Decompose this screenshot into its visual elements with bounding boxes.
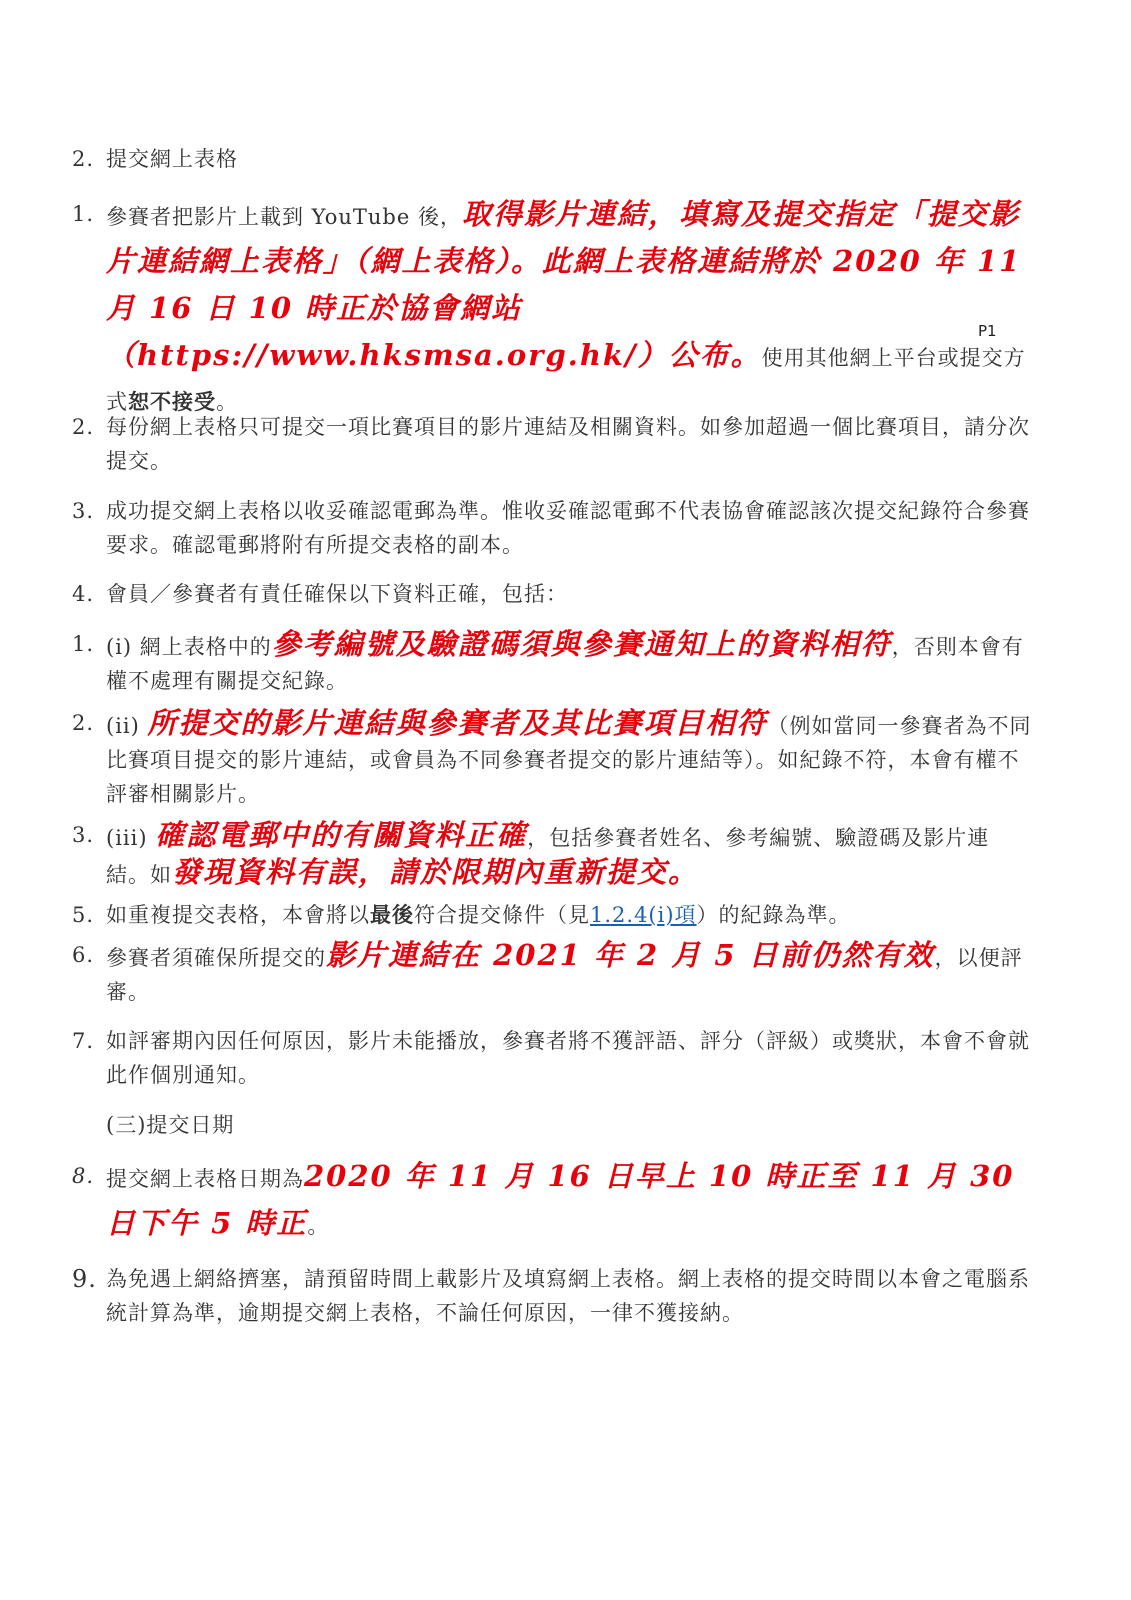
highlight-text: 所提交的影片連結與參賽者及其比賽項目相符 [147, 706, 768, 740]
item-number: 4. [72, 582, 95, 606]
section-reference-link[interactable]: 1.2.4(i)項 [590, 903, 697, 927]
item-number: 3. [72, 499, 95, 523]
list-item-1 [72, 192, 1032, 424]
item-text-tail: 使用其他網上平台或提交方式 [106, 346, 1026, 414]
item-number: 7. [72, 1029, 95, 1053]
bold-text: 恕不接受 [128, 389, 216, 414]
bold-text: 最後 [370, 902, 414, 927]
highlight-text: 影片連結在 2021 年 2 月 5 日前仍然有效 [326, 938, 935, 972]
list-item-2 [72, 410, 1032, 478]
heading-number: 2. [72, 147, 95, 171]
highlight-text: 確認電郵中的有關資料正確 [155, 818, 528, 852]
item-number: 1. [72, 632, 95, 656]
list-item-5 [72, 898, 1032, 932]
item-text: 成功提交網上表格以收妥確認電郵為準。惟收妥確認電郵不代表協會確認該次提交紀錄符合參賽要求。確認電郵將附有所提交表格的副本。 [106, 499, 1030, 557]
list-item-6 [72, 938, 1032, 1009]
highlight-text: 取得影片連結，填寫及提交指定「提交影片連結網上表格」（網上表格）。此網上表格連結將於 2020 年 11 月 16 日 10 時正於協會網站（https://www.hksmsa.org.hk/）公布。 [106, 197, 1022, 372]
item-number: 2. [72, 711, 95, 735]
item-number: 5. [72, 903, 95, 927]
list-item-9 [72, 1262, 1032, 1330]
item-number: 9. [72, 1265, 97, 1293]
item-text-mid: ，包括參賽者姓名、參考編號、驗證碼及影片連結。如 [106, 826, 990, 887]
sub-item-1 [72, 627, 1032, 698]
page-marker: P1 [978, 322, 997, 340]
item-text-tail: ，以便評審。 [106, 946, 1023, 1004]
item-number: 2. [72, 415, 95, 439]
item-number: 3. [72, 823, 95, 847]
subsection-title: (三)提交日期 [106, 1113, 235, 1137]
item-text: (iii) [106, 826, 156, 850]
highlight-text: 參考編號及驗證碼須與參賽通知上的資料相符 [271, 627, 892, 661]
item-text: 每份網上表格只可提交一項比賽項目的影片連結及相關資料。如參加超過一個比賽項目，請分次提交。 [106, 415, 1030, 473]
highlight-text-2: 發現資料有誤，請於限期內重新提交。 [172, 855, 700, 889]
section-heading [72, 142, 1032, 176]
list-item-7 [72, 1024, 1032, 1092]
list-item-8 [72, 1154, 1032, 1248]
item-text: (ii) [106, 714, 148, 738]
list-item-3 [72, 494, 1032, 562]
item-number: 8. [72, 1164, 95, 1188]
item-text: 為免遇上網絡擠塞，請預留時間上載影片及填寫網上表格。網上表格的提交時間以本會之電腦系統計算為準，逾期提交網上表格，不論任何原因，一律不獲接納。 [106, 1267, 1030, 1325]
item-text: 會員／參賽者有責任確保以下資料正確，包括： [106, 582, 568, 606]
subsection-heading [106, 1108, 1066, 1142]
heading-text: 提交網上表格 [106, 147, 238, 171]
item-text: 參賽者須確保所提交的 [106, 946, 326, 970]
sub-item-2 [72, 706, 1032, 811]
item-text-end: 。 [216, 390, 238, 414]
highlight-text: 2020 年 11 月 16 日早上 10 時正至 11 月 30 日下午 5 時正 [106, 1159, 1015, 1240]
item-text: 如重複提交表格，本會將以 [106, 903, 370, 927]
item-text-tail: ）的紀錄為準。 [696, 903, 851, 927]
item-text-tail: 。 [307, 1214, 330, 1238]
item-text-mid: 符合提交條件（見 [414, 903, 590, 927]
item-text-tail: ，否則本會有權不處理有關提交紀錄。 [106, 635, 1024, 693]
item-number: 6. [72, 943, 95, 967]
list-item-4 [72, 577, 1032, 611]
item-number: 1. [72, 202, 95, 226]
item-text-tail: （例如當同一參賽者為不同比賽項目提交的影片連結，或會員為不同參賽者提交的影片連結等）。如紀錄不符，本會有權不評審相關影片。 [106, 714, 1032, 806]
item-text: 提交網上表格日期為 [106, 1167, 304, 1191]
item-text: 如評審期內因任何原因，影片未能播放，參賽者將不獲評語、評分（評級）或獎狀，本會不會就此作個別通知。 [106, 1029, 1030, 1087]
item-text: (i) 網上表格中的 [106, 635, 272, 659]
sub-item-3 [72, 818, 1032, 892]
item-text: 參賽者把影片上載到 YouTube 後， [106, 205, 462, 229]
